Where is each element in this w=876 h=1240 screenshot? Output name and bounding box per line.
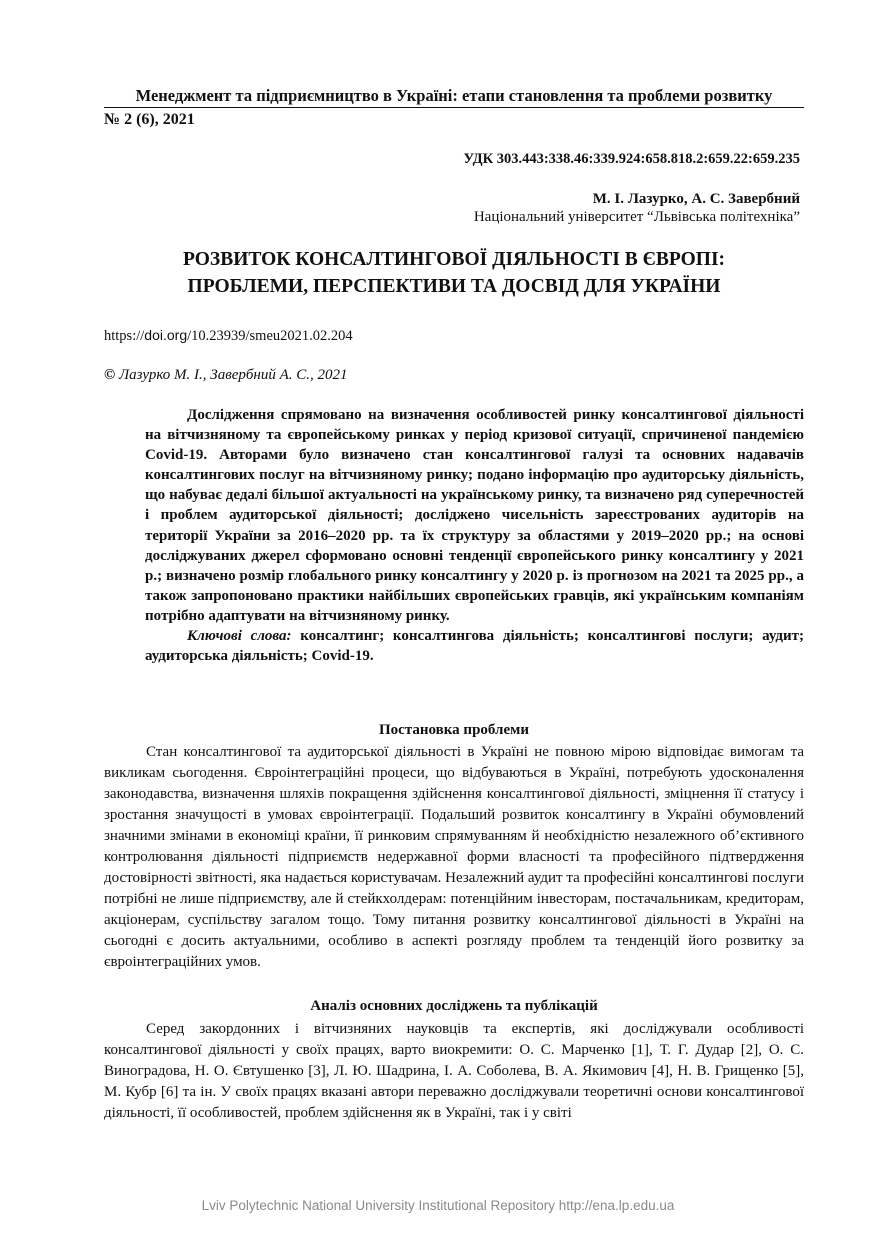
- copyright: [104, 366, 348, 384]
- section-heading-problem: Постановка проблеми: [379, 722, 529, 738]
- keywords-label: Ключові слова:: [187, 628, 292, 645]
- paragraph: Стан консалтингової та аудиторської діяльності в Україні не повною мірою відповідає вимогам та викликам сьогодення. Євроінтеграційні процеси, що відбуваються в Україні, потребують удосконалення законодавства, визначення шляхів покращення здійснення консалтингової діяльності, зміцнення її статусу і зростання значущості в умовах євроінтеграції. Подальший розвиток консалтингу в Україні обумовлений значними змінами в економіці країни, її ринковим спрямуванням й необхідністю незалежного об’єктивного контролювання діяльності підприємств недержавної форми власності та професійного підтвердження достовірності звітності, яка надається користувачам. Незалежний аудит та професійні консалтингові послуги потрібні не лише підприємству, але й стейкхолдерам: потенційним інвесторам, постачальникам, кредиторам, акціонерам, суспільству загалом тощо. Тому питання розвитку консалтингової діяльності в Україні на сьогодні є досить актуальними, особливо в аспекті розгляду проблем та тенденцій його розвитку за євроінтеграційних умов.: [104, 744, 804, 970]
- keywords: [145, 626, 804, 666]
- repository-footer: Lviv Polytechnic National University Institutional Repository http://ena.lp.edu.ua: [201, 1198, 675, 1213]
- section-body-analysis: [104, 1019, 804, 1124]
- abstract-text: Дослідження спрямовано на визначення особливостей ринку консалтингової діяльності на вітчизняному та європейському ринках у період кризової ситуації, спричиненої пандемією Covid-19. Авторами було визначено стан консалтингової галузі та основних надавачів консалтингових послуг на вітчизняному ринку; подано інформацію про аудиторську діяльність, що набуває дедалі більшої актуальності на українському ринку, та визначено ряд суперечностей і проблем аудиторської діяльності; досліджено чисельність зареєстрованих аудиторів на території України за 2016–2020 рр. та їх структуру за областями у 2019–2020 рр.; на основі досліджуваних джерел сформовано основні тенденції європейського ринку консалтингу у 2021 р.; визначено розмір глобального ринку консалтингу у 2020 р. із прогнозом на 2021 та 2025 рр., а також запропоновано практики найбільших європейських гравців, які українським компаніям потрібно адаптувати на вітчизняному ринку.: [145, 407, 804, 624]
- journal-title: Менеджмент та підприємництво в Україні: етапи становлення та проблеми розвитку: [135, 86, 773, 105]
- header-rule: [104, 107, 804, 108]
- paragraph: Серед закордонних і вітчизняних науковців та експертів, які досліджували особливості консалтингової діяльності у своїх працях, варто виокремити: О. С. Марченко [1], Т. Г. Дудар [2], О. С. Виноградова, Н. О. Євтушенко [3], Л. Ю. Шадрина, І. А. Соболева, В. А. Якимович [4], Н. В. Грищенко [5], М. Кубр [6] та ін. У своїх працях вказані автори переважно досліджували теоретичні основи консалтингової діяльності, її особливостей, проблем здійснення як в Україні, так і у світі: [104, 1021, 804, 1121]
- article-title-line-1: РОЗВИТОК КОНСАЛТИНГОВОЇ ДІЯЛЬНОСТІ В ЄВРОПІ:: [182, 249, 726, 270]
- copyright-icon: ©: [104, 367, 116, 383]
- doi-link[interactable]: [104, 326, 353, 345]
- doi-host: doi.org: [144, 327, 188, 343]
- abstract: [145, 405, 804, 666]
- affiliation: Національний університет “Львівська політехніка”: [473, 209, 800, 225]
- section-body-problem: [104, 742, 804, 973]
- authors: М. І. Лазурко, А. С. Завербний: [592, 191, 800, 207]
- article-title-line-2: ПРОБЛЕМИ, ПЕРСПЕКТИВИ ТА ДОСВІД ДЛЯ УКРАЇНИ: [187, 276, 721, 297]
- doi-prefix: https://: [104, 328, 145, 344]
- keywords-list: консалтинг; консалтингова діяльність; консалтингові послуги; аудит; аудиторська діяльність; Covid-19.: [145, 628, 805, 665]
- section-heading-analysis: Аналіз основних досліджень та публікацій: [310, 998, 598, 1014]
- article-title: [104, 246, 804, 300]
- copyright-names: Лазурко М. І., Завербний А. С., 2021: [118, 367, 348, 383]
- doi-path: /10.23939/smeu2021.02.204: [187, 328, 353, 344]
- issue-number: № 2 (6), 2021: [104, 111, 195, 128]
- udc-code: УДК 303.443:338.46:339.924:658.818.2:659.22:659.235: [463, 151, 800, 167]
